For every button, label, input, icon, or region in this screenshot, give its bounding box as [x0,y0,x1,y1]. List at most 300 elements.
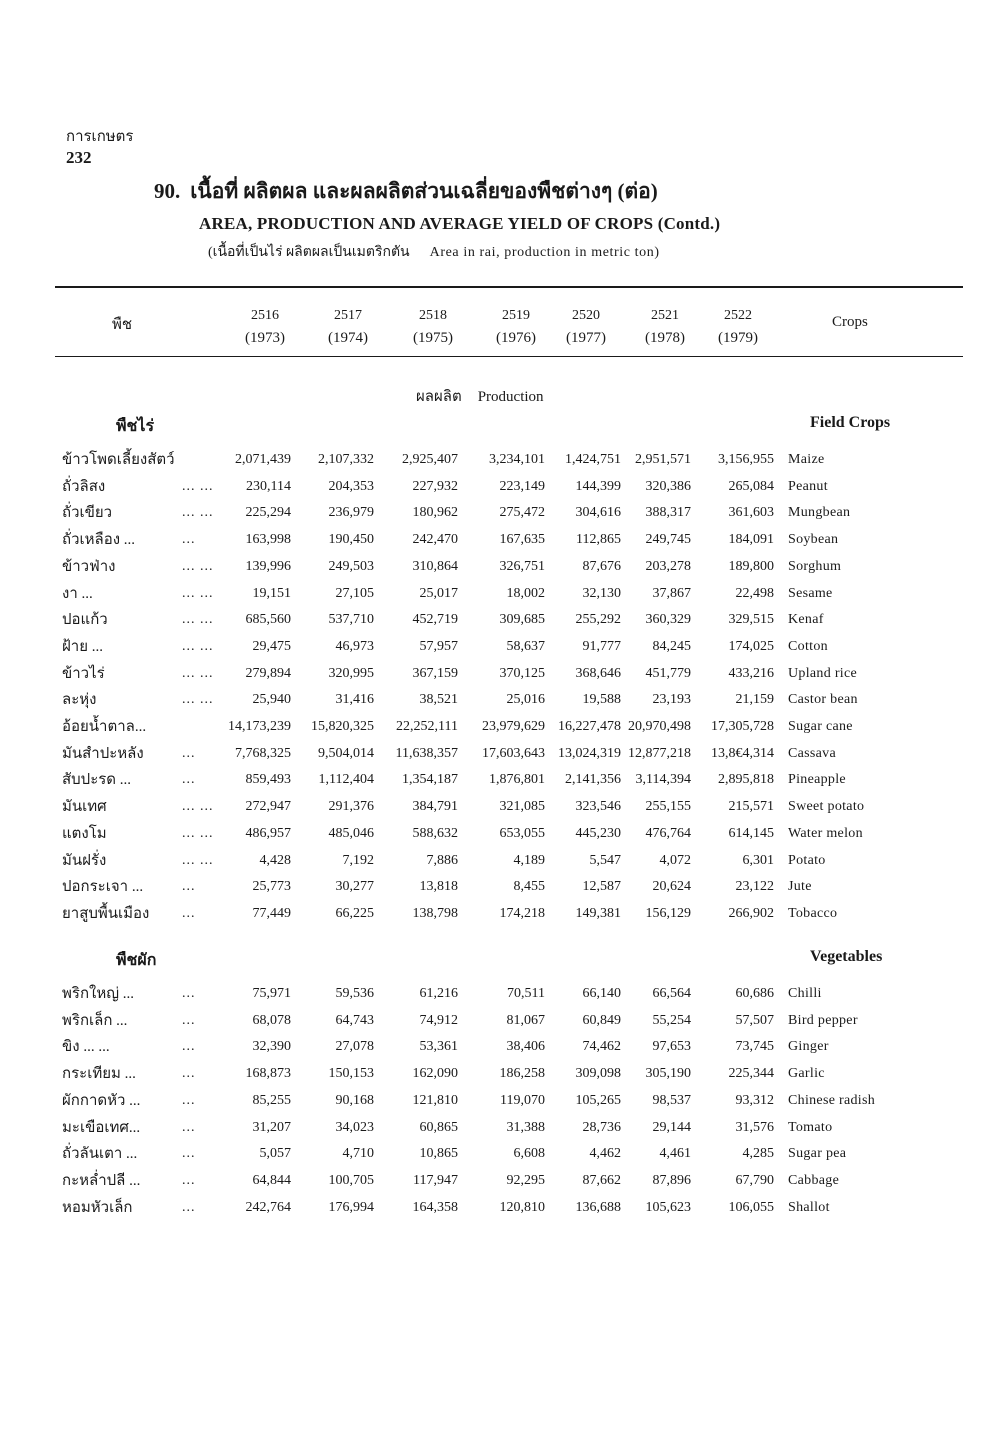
value-cell: 7,886 [426,853,458,868]
table-row [0,1035,990,1059]
value-cell: 230,114 [246,479,291,494]
value-cell: 31,207 [252,1120,291,1135]
leader-dots: ... [182,906,196,921]
group-heading-english: Field Crops [810,414,891,431]
value-cell: 1,876,801 [489,772,545,787]
year-be: 2522 [724,308,752,323]
value-cell: 190,450 [328,532,374,547]
value-cell: 451,779 [645,666,691,681]
value-cell: 112,865 [576,532,621,547]
title-thai-text: เนื้อที่ ผลิตผล และผลผลิตส่วนเฉลี่ยของพืชต่างๆ (ต่อ) [190,179,658,203]
leader-dots: ... [182,986,196,1001]
value-cell: 272,947 [245,799,291,814]
crop-name-english: Sesame [788,586,833,601]
crop-name-thai: ขิง ... ... [62,1039,110,1055]
value-cell: 85,255 [252,1093,291,1108]
value-cell: 38,521 [419,692,458,707]
table-title-english: AREA, PRODUCTION AND AVERAGE YIELD OF CROPS (Contd.) [199,214,721,233]
value-cell: 367,159 [412,666,458,681]
value-cell: 20,970,498 [628,719,691,734]
group-heading-thai: พืชไร่ [116,418,155,435]
crop-name-english: Chinese radish [788,1093,876,1108]
units-thai: (เนื้อที่เป็นไร่ ผลิตผลเป็นเมตริกตัน [208,245,410,260]
leader-dots: ... [182,879,196,894]
value-cell: 57,957 [419,639,458,654]
table-row [0,608,990,632]
crop-name-english: Maize [788,452,825,467]
crop-name-english: Jute [788,879,812,894]
leader-dots: ... [182,746,196,761]
value-cell: 10,865 [419,1146,458,1161]
year-header-1 [308,305,388,349]
crop-name-english: Sugar cane [788,719,853,734]
value-cell: 3,114,394 [635,772,691,787]
table-row [0,582,990,606]
value-cell: 433,216 [728,666,774,681]
value-cell: 27,105 [335,586,374,601]
value-cell: 66,225 [335,906,374,921]
value-cell: 323,546 [575,799,621,814]
value-cell: 117,947 [413,1173,458,1188]
value-cell: 3,156,955 [718,452,774,467]
value-cell: 28,736 [582,1120,621,1135]
value-cell: 87,676 [582,559,621,574]
table-row [0,1009,990,1033]
value-cell: 18,002 [506,586,545,601]
value-cell: 73,745 [735,1039,774,1054]
crop-name-english: Garlic [788,1066,825,1081]
value-cell: 3,234,101 [489,452,545,467]
value-cell: 5,057 [259,1146,291,1161]
table-row [0,555,990,579]
value-cell: 310,864 [412,559,458,574]
value-cell: 19,588 [582,692,621,707]
table-row [0,902,990,926]
value-cell: 14,173,239 [228,719,291,734]
leader-dots: ... [182,772,196,787]
value-cell: 1,112,404 [318,772,374,787]
year-header-3 [476,305,556,349]
value-cell: 476,764 [645,826,691,841]
crop-name-thai: ปอแก้ว [62,612,108,628]
leader-dots: ... ... [182,559,214,574]
value-cell: 204,353 [328,479,374,494]
table-row [0,1116,990,1140]
value-cell: 189,800 [728,559,774,574]
value-cell: 13,024,319 [558,746,621,761]
value-cell: 164,358 [412,1200,458,1215]
leader-dots: ... [182,1173,196,1188]
table-row [0,742,990,766]
value-cell: 46,973 [335,639,374,654]
leader-dots: ... ... [182,505,214,520]
value-cell: 249,503 [328,559,374,574]
value-cell: 320,995 [328,666,374,681]
value-cell: 242,470 [412,532,458,547]
crop-name-thai: มันฝรั่ง [62,853,107,869]
value-cell: 174,025 [728,639,774,654]
year-header-6 [698,305,778,349]
value-cell: 537,710 [328,612,374,627]
value-cell: 38,406 [506,1039,545,1054]
leader-dots: ... ... [182,826,214,841]
leader-dots: ... ... [182,479,214,494]
value-cell: 67,790 [735,1173,774,1188]
crop-name-english: Upland rice [788,666,857,681]
table-row [0,715,990,739]
value-cell: 452,719 [412,612,458,627]
value-cell: 12,877,218 [628,746,691,761]
year-be: 2516 [251,308,279,323]
value-cell: 31,388 [506,1120,545,1135]
crop-name-thai: ละหุ่ง [62,692,97,708]
value-cell: 121,810 [412,1093,458,1108]
value-cell: 13,818 [419,879,458,894]
value-cell: 2,925,407 [402,452,458,467]
crop-name-thai: ข้าวไร่ [62,666,105,682]
value-cell: 2,895,818 [718,772,774,787]
value-cell: 53,361 [419,1039,458,1054]
value-cell: 163,998 [245,532,291,547]
value-cell: 2,951,571 [635,452,691,467]
leader-dots: ... ... [182,692,214,707]
value-cell: 1,424,751 [565,452,621,467]
value-cell: 223,149 [499,479,545,494]
value-cell: 4,072 [659,853,691,868]
value-cell: 7,768,325 [235,746,291,761]
crop-name-thai: งา ... [62,586,93,602]
crop-name-thai: มะเขือเทศ... [62,1120,141,1136]
value-cell: 4,462 [589,1146,621,1161]
value-cell: 4,428 [259,853,291,868]
value-cell: 236,979 [328,505,374,520]
value-cell: 32,130 [582,586,621,601]
value-cell: 37,867 [652,586,691,601]
year-be: 2519 [502,308,530,323]
crop-name-english: Cotton [788,639,828,654]
leader-dots: ... [182,1120,196,1135]
value-cell: 309,098 [575,1066,621,1081]
value-cell: 61,216 [419,986,458,1001]
value-cell: 70,511 [507,986,545,1001]
crop-name-thai: มันสำปะหลัง [62,746,144,762]
crop-name-english: Soybean [788,532,839,547]
value-cell: 242,764 [245,1200,291,1215]
group-heading-thai: พืชผัก [116,952,157,969]
crop-name-thai: ปอกระเจา ... [62,879,144,895]
crop-name-thai: ข้าวฟ่าง [62,559,116,575]
value-cell: 445,230 [575,826,621,841]
crop-name-thai: พริกเล็ก ... [62,1013,128,1029]
crop-name-thai: มันเทศ [62,799,107,815]
value-cell: 486,957 [245,826,291,841]
value-cell: 31,416 [335,692,374,707]
table-row [0,528,990,552]
crop-name-thai: ข้าวโพดเลี้ยงสัตว์ [62,452,175,468]
value-cell: 100,705 [328,1173,374,1188]
leader-dots: ... ... [182,666,214,681]
leader-dots: ... [182,1039,196,1054]
crop-name-thai: สับปะรด ... [62,772,132,788]
value-cell: 168,873 [245,1066,291,1081]
value-cell: 17,603,643 [482,746,545,761]
crop-name-english: Cassava [788,746,836,761]
table-row [0,768,990,792]
year-be: 2517 [334,308,362,323]
value-cell: 305,190 [645,1066,691,1081]
value-cell: 6,301 [742,853,774,868]
value-cell: 77,449 [252,906,291,921]
crop-name-thai: กะหล่ำปลี ... [62,1173,141,1189]
value-cell: 4,710 [342,1146,374,1161]
crop-name-english: Potato [788,853,826,868]
value-cell: 75,971 [252,986,291,1001]
column-header-crop-english: Crops [832,314,868,330]
value-cell: 11,638,357 [395,746,458,761]
year-header-0 [225,305,305,349]
value-cell: 74,912 [419,1013,458,1028]
value-cell: 25,016 [506,692,545,707]
value-cell: 25,773 [252,879,291,894]
value-cell: 66,140 [582,986,621,1001]
value-cell: 249,745 [645,532,691,547]
value-cell: 13,8€4,314 [711,746,774,761]
year-header-2 [393,305,473,349]
value-cell: 90,168 [335,1093,374,1108]
value-cell: 23,122 [735,879,774,894]
table-row [0,795,990,819]
value-cell: 225,294 [245,505,291,520]
value-cell: 174,218 [499,906,545,921]
value-cell: 215,571 [728,799,774,814]
crop-name-english: Peanut [788,479,828,494]
table-number: 90. [154,179,181,203]
table-row [0,875,990,899]
year-ce: (1978) [645,330,685,346]
value-cell: 60,865 [419,1120,458,1135]
value-cell: 15,820,325 [311,719,374,734]
value-cell: 106,055 [728,1200,774,1215]
value-cell: 93,312 [735,1093,774,1108]
value-cell: 275,472 [499,505,545,520]
value-cell: 21,159 [735,692,774,707]
year-be: 2520 [572,308,600,323]
crop-name-english: Tobacco [788,906,838,921]
value-cell: 12,587 [582,879,621,894]
page-number: 232 [66,148,92,167]
value-cell: 66,564 [652,986,691,1001]
value-cell: 23,979,629 [482,719,545,734]
year-ce: (1979) [718,330,758,346]
value-cell: 2,107,332 [318,452,374,467]
year-ce: (1973) [245,330,285,346]
value-cell: 150,153 [328,1066,374,1081]
value-cell: 388,317 [645,505,691,520]
value-cell: 9,504,014 [318,746,374,761]
value-cell: 1,354,187 [402,772,458,787]
table-row [0,501,990,525]
value-cell: 255,155 [645,799,691,814]
crop-name-english: Tomato [788,1120,833,1135]
header-rule-top [55,286,963,288]
section-label-thai: ผลผลิต [416,389,462,405]
value-cell: 329,515 [728,612,774,627]
crop-name-english: Sweet potato [788,799,865,814]
value-cell: 68,078 [252,1013,291,1028]
value-cell: 23,193 [652,692,691,707]
table-row [0,982,990,1006]
value-cell: 31,576 [735,1120,774,1135]
year-header-5 [625,305,705,349]
crop-name-english: Shallot [788,1200,830,1215]
column-header-crop-thai: พืช [112,317,133,333]
value-cell: 326,751 [499,559,545,574]
value-cell: 144,399 [575,479,621,494]
value-cell: 653,055 [499,826,545,841]
value-cell: 22,498 [735,586,774,601]
value-cell: 7,192 [342,853,374,868]
value-cell: 60,686 [735,986,774,1001]
value-cell: 180,962 [412,505,458,520]
value-cell: 60,849 [582,1013,621,1028]
year-ce: (1976) [496,330,536,346]
table-row [0,1062,990,1086]
value-cell: 20,624 [652,879,691,894]
value-cell: 2,071,439 [235,452,291,467]
running-head: การเกษตร [66,129,134,145]
leader-dots: ... [182,1200,196,1215]
crop-name-english: Ginger [788,1039,829,1054]
table-row [0,1196,990,1220]
value-cell: 105,265 [575,1093,621,1108]
crop-name-english: Castor bean [788,692,858,707]
crop-name-english: Kenaf [788,612,824,627]
value-cell: 16,227,478 [558,719,621,734]
table-row [0,662,990,686]
crop-name-thai: พริกใหญ่ ... [62,986,135,1002]
value-cell: 360,329 [645,612,691,627]
crop-name-english: Chilli [788,986,822,1001]
leader-dots: ... [182,532,196,547]
value-cell: 304,616 [575,505,621,520]
value-cell: 97,653 [652,1039,691,1054]
value-cell: 29,144 [652,1120,691,1135]
value-cell: 19,151 [252,586,291,601]
value-cell: 2,141,356 [565,772,621,787]
value-cell: 265,084 [728,479,774,494]
crop-name-thai: ถั่วเหลือง ... [62,532,136,548]
value-cell: 87,662 [582,1173,621,1188]
crop-name-thai: หอมหัวเล็ก [62,1200,133,1216]
crop-name-thai: ยาสูบพื้นเมือง [62,906,150,922]
table-row [0,448,990,472]
value-cell: 139,996 [245,559,291,574]
value-cell: 4,285 [742,1146,774,1161]
value-cell: 136,688 [575,1200,621,1215]
group-heading-english: Vegetables [810,948,883,965]
year-ce: (1974) [328,330,368,346]
year-be: 2521 [651,308,679,323]
table-row [0,635,990,659]
header-rule-bottom [55,356,963,357]
value-cell: 119,070 [500,1093,545,1108]
year-header-4 [546,305,626,349]
leader-dots: ... ... [182,586,214,601]
crop-name-thai: ถั่วลันเตา ... [62,1146,138,1162]
crop-name-thai: ถั่วลิสง [62,479,106,495]
value-cell: 25,017 [419,586,458,601]
value-cell: 98,537 [652,1093,691,1108]
year-be: 2518 [419,308,447,323]
crop-name-thai: ผักกาดหัว ... [62,1093,141,1109]
table-row [0,1142,990,1166]
value-cell: 5,547 [589,853,621,868]
value-cell: 58,637 [506,639,545,654]
value-cell: 84,245 [652,639,691,654]
crop-name-english: Sorghum [788,559,842,574]
value-cell: 29,475 [252,639,291,654]
value-cell: 92,295 [506,1173,545,1188]
value-cell: 81,067 [506,1013,545,1028]
value-cell: 588,632 [412,826,458,841]
value-cell: 59,536 [335,986,374,1001]
value-cell: 321,085 [499,799,545,814]
value-cell: 64,743 [335,1013,374,1028]
crop-name-english: Cabbage [788,1173,840,1188]
value-cell: 266,902 [728,906,774,921]
leader-dots: ... ... [182,799,214,814]
leader-dots: ... [182,1093,196,1108]
crop-name-thai: กระเทียม ... [62,1066,136,1082]
value-cell: 370,125 [499,666,545,681]
year-ce: (1975) [413,330,453,346]
value-cell: 156,129 [645,906,691,921]
value-cell: 485,046 [328,826,374,841]
value-cell: 30,277 [335,879,374,894]
value-cell: 6,608 [513,1146,545,1161]
crop-name-english: Water melon [788,826,863,841]
table-row [0,822,990,846]
crop-name-thai: แตงโม [62,826,107,842]
value-cell: 91,777 [582,639,621,654]
value-cell: 184,091 [728,532,774,547]
crop-name-thai: ถั่วเขียว [62,505,113,521]
crop-name-english: Sugar pea [788,1146,847,1161]
value-cell: 120,810 [499,1200,545,1215]
crop-name-english: Pineapple [788,772,846,787]
table-row [0,1089,990,1113]
value-cell: 105,623 [645,1200,691,1215]
value-cell: 227,932 [412,479,458,494]
crop-name-english: Mungbean [788,505,851,520]
value-cell: 176,994 [328,1200,374,1215]
value-cell: 279,894 [245,666,291,681]
value-cell: 186,258 [499,1066,545,1081]
value-cell: 167,635 [499,532,545,547]
table-row [0,688,990,712]
value-cell: 27,078 [335,1039,374,1054]
value-cell: 149,381 [575,906,621,921]
table-row [0,475,990,499]
value-cell: 859,493 [245,772,291,787]
value-cell: 225,344 [728,1066,774,1081]
value-cell: 162,090 [412,1066,458,1081]
crop-name-english: Bird pepper [788,1013,858,1028]
leader-dots: ... [182,1146,196,1161]
value-cell: 309,685 [499,612,545,627]
value-cell: 8,455 [513,879,545,894]
value-cell: 4,189 [513,853,545,868]
